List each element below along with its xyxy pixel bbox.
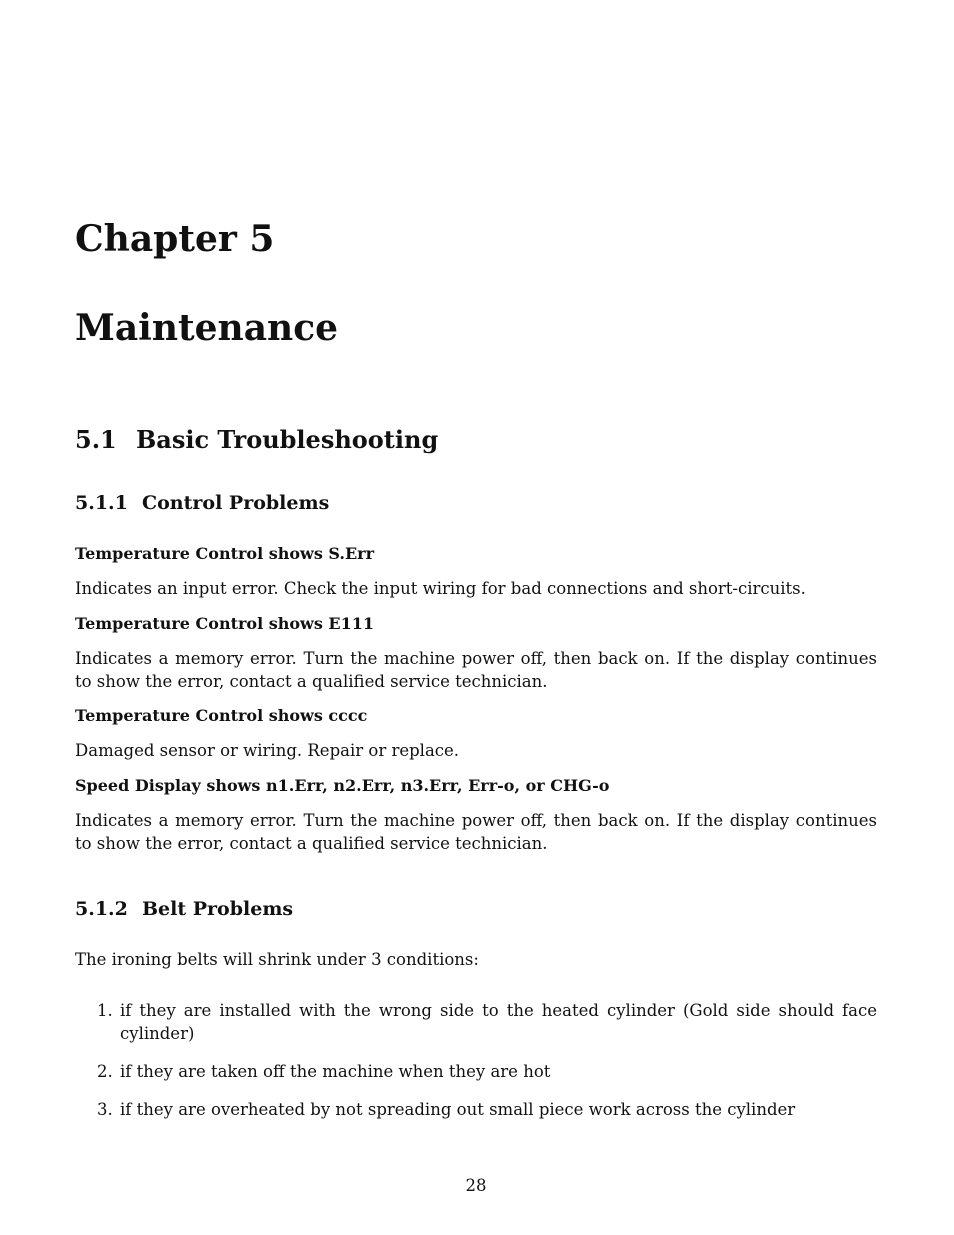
list-item <box>75 1098 877 1121</box>
document-page <box>75 0 877 1235</box>
belt-intro: The ironing belts will shrink under 3 conditions: <box>75 950 479 969</box>
section-number: 5.1 <box>75 425 117 454</box>
list-marker: 1. <box>97 1001 113 1020</box>
paragraph-serr: Indicates an input error. Check the input wiring for bad connections and short-circuits. <box>75 579 806 598</box>
subsection-title: Control Problems <box>142 492 330 514</box>
chapter-label: Chapter 5 <box>75 218 275 260</box>
list-item-text: if they are installed with the wrong side to the heated cylinder (Gold side should face cylinder) <box>120 1001 877 1043</box>
subsection-title: Belt Problems <box>142 898 294 920</box>
subsection-number: 5.1.2 <box>75 898 128 920</box>
list-item-text: if they are taken off the machine when they are hot <box>120 1062 551 1081</box>
subsection-heading-control <box>75 492 329 515</box>
paragraph-heading-e111: Temperature Control shows E111 <box>75 614 374 633</box>
list-item-text: if they are overheated by not spreading out small piece work across the cylinder <box>120 1100 796 1119</box>
subsection-number: 5.1.1 <box>75 492 128 514</box>
list-marker: 3. <box>97 1100 113 1119</box>
list-marker: 2. <box>97 1062 113 1081</box>
chapter-title: Maintenance <box>75 307 339 349</box>
paragraph-speed-display: Indicates a memory error. Turn the machine power off, then back on. If the display continues to show the error, contact a qualified service technician. <box>75 811 877 853</box>
subsection-heading-belt <box>75 898 293 921</box>
paragraph-heading-cccc: Temperature Control shows cccc <box>75 706 368 725</box>
paragraph-heading-serr: Temperature Control shows S.Err <box>75 544 374 563</box>
paragraph-cccc: Damaged sensor or wiring. Repair or replace. <box>75 741 460 760</box>
section-heading <box>75 426 438 455</box>
page-number: 28 <box>465 1176 487 1195</box>
section-title: Basic Troubleshooting <box>136 425 439 454</box>
list-item <box>75 999 877 1045</box>
paragraph-e111: Indicates a memory error. Turn the machine power off, then back on. If the display continues to show the error, contact a qualified service technician. <box>75 649 877 691</box>
paragraph-heading-speed-display: Speed Display shows n1.Err, n2.Err, n3.Err, Err-o, or CHG-o <box>75 776 610 795</box>
list-item <box>75 1060 877 1083</box>
